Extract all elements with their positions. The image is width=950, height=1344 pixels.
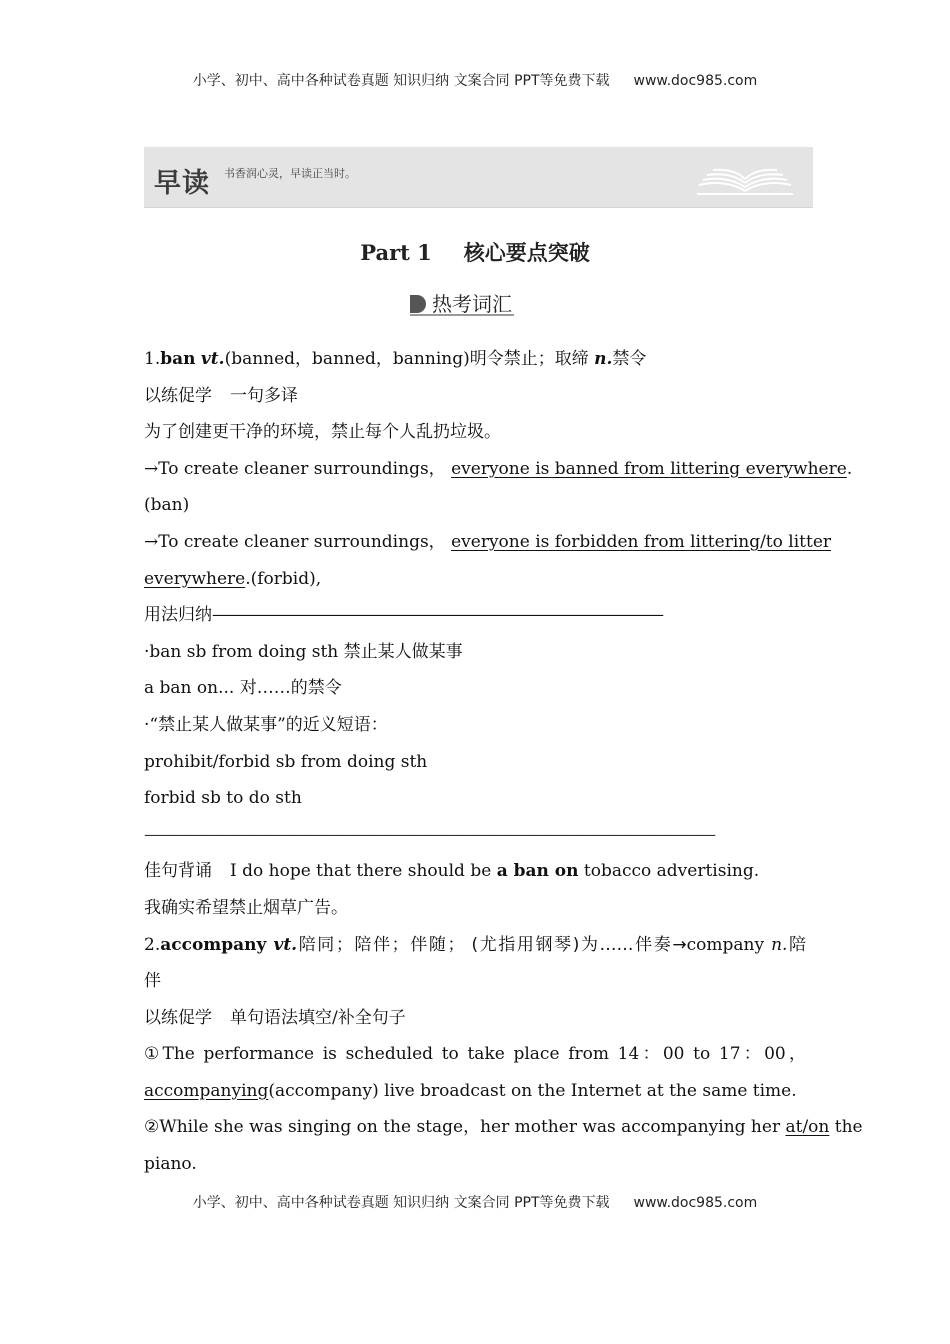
section-heading [410,288,514,316]
entry2-q2-cont: piano. [144,1154,197,1175]
entry1-example: 佳句背诵 I do hope that there should be a ban on tobacco advertising. [144,861,760,882]
entry1-heading: 1.ban vt.(banned，banned，banning)明令禁止；取缔 n.禁令 [144,349,647,369]
entry2-heading: 2.accompany vt.陪同；陪伴；伴随； (尤指用钢琴)为……伴奏→company n.陪 [144,934,807,955]
usage-item: ·“禁止某人做某事”的近义短语： [144,714,388,735]
entry2-q2: ②While she was singing on the stage，her mother was accompanying her at/on the [144,1117,863,1138]
part-title: 核心要点突破 [463,240,590,265]
morning-reading-banner [144,147,813,208]
page-header [0,70,950,90]
entry1-translation-1-note: (ban) [144,495,190,516]
entry1-translation-2: →To create cleaner surroundings， everyone is forbidden from littering/to litter [144,531,832,552]
entry2-q1-cont: accompanying(accompany) live broadcast on the Internet at the same time. [144,1080,797,1101]
answer-blank: everywhere [144,568,246,589]
section-marker-icon [410,295,426,313]
answer-blank: everyone is forbidden from littering/to litter [451,531,832,552]
usage-item: a ban on... 对……的禁令 [144,678,342,699]
entry2-q1: ①The performance is scheduled to take place from 14：00 to 17：00， [144,1044,806,1065]
entry2-heading-cont: 伴 [144,971,161,992]
entry1-translation-2-cont: everywhere.(forbid), [144,568,322,589]
entry1-practice: 以练促学 一句多译 [144,385,298,406]
practice-label: 以练促学 [144,1007,212,1028]
entry1-word: ban [160,349,196,369]
part-heading [0,237,950,267]
open-book-icon [695,161,795,199]
entry1-example-cn: 我确实希望禁止烟草广告。 [144,897,348,918]
usage-item: forbid sb to do sth [144,788,302,809]
footer-text: 小学、初中、高中各种试卷真题 知识归纳 文案合同 PPT等免费下载 [192,1195,610,1211]
usage-item: prohibit/forbid sb from doing sth [144,751,428,772]
header-url[interactable]: www.doc985.com [633,73,758,89]
page-footer [0,1192,950,1212]
usage-end-divider: —————————————————————————————————————— [144,824,714,845]
entry1-cn-sentence: 为了创建更干净的环境，禁止每个人乱扔垃圾。 [144,422,501,443]
entry2-practice: 以练促学 单句语法填空/补全句子 [144,1007,406,1028]
banner-slogan: 书香润心灵，早读正当时。 [224,167,356,180]
answer-blank: at/on [785,1117,830,1138]
usage-item: ·ban sb from doing sth 禁止某人做某事 [144,641,463,662]
banner-title: 早读 [154,168,210,199]
answer-blank: everyone is banned from littering everywhere [451,458,847,479]
entry2-word: accompany [160,934,267,955]
part-label: Part 1 [360,240,432,265]
article-body [144,341,863,1183]
entry1-translation-1: →To create cleaner surroundings， everyone is banned from littering everywhere. [144,458,853,479]
footer-url[interactable]: www.doc985.com [633,1195,758,1211]
section-title: 热考词汇 [432,292,512,316]
header-text: 小学、初中、高中各种试卷真题 知识归纳 文案合同 PPT等免费下载 [192,73,610,89]
practice-label: 以练促学 [144,385,212,406]
usage-heading: 用法归纳—————————————————————————————— [144,605,662,626]
answer-blank: accompanying [144,1080,269,1101]
